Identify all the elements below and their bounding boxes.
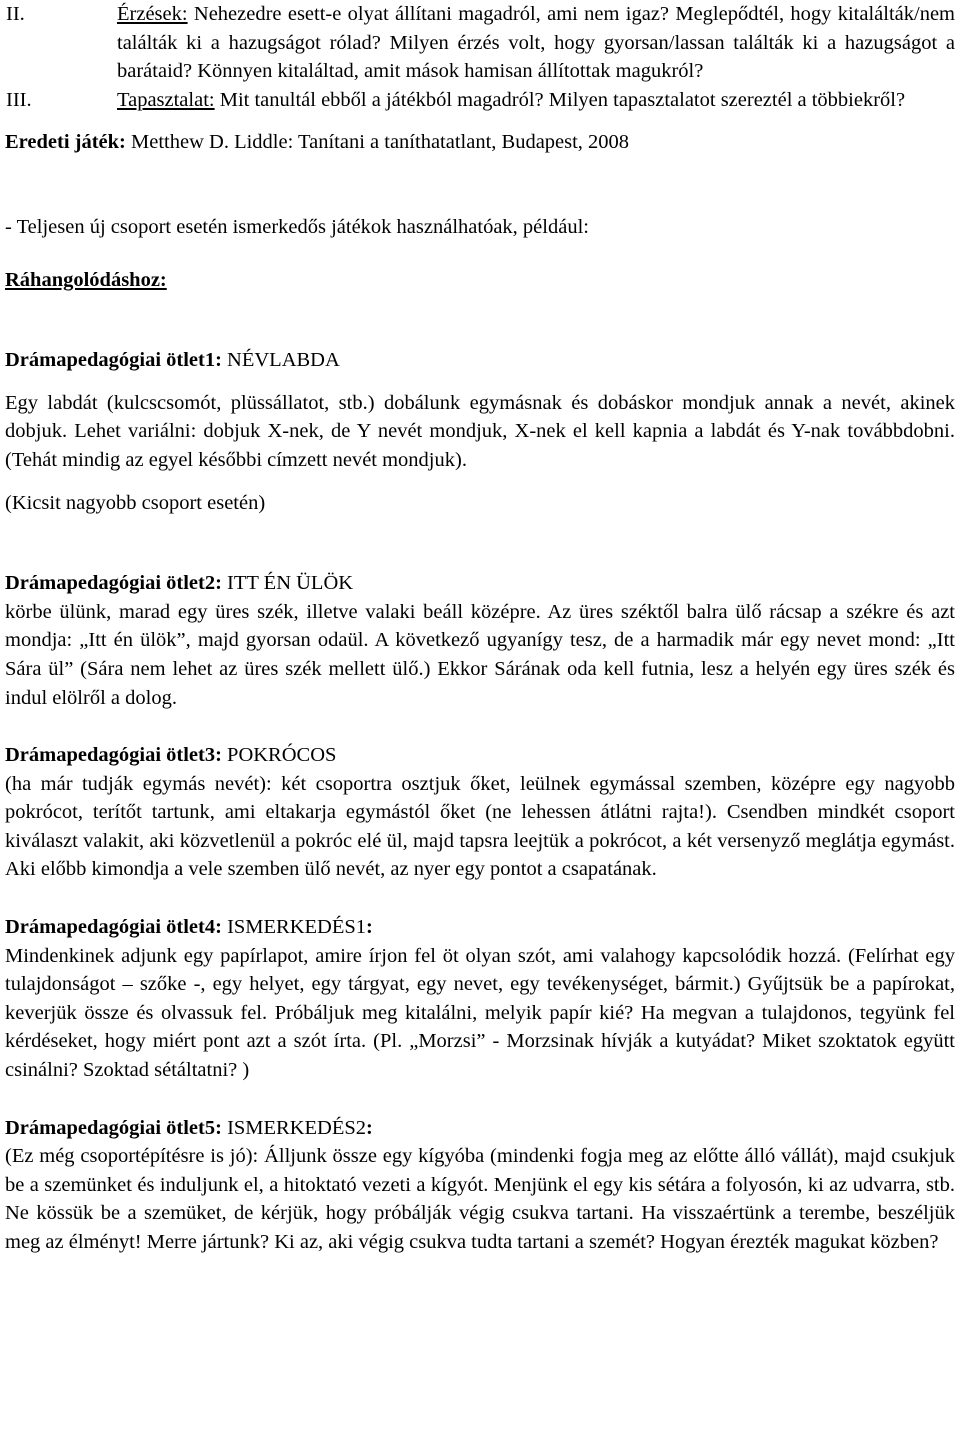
idea-title: ISMERKEDÉS1 — [227, 916, 367, 939]
idea-1-heading — [5, 346, 955, 375]
idea-title: POKRÓCOS — [227, 744, 337, 767]
list-number: II. — [6, 3, 25, 25]
idea-label: Drámapedagógiai ötlet5 — [5, 1116, 216, 1139]
idea-2-body: körbe ülünk, marad egy üres szék, illetve valaki beáll középre. Az üres széktől balra ülő rácsap a székre és azt mondja: „Itt én ülök”, majd gyorsan odaül. A következő ugyanígy tesz, de a harmadik már egy nevet mond: „Itt Sára ül” (Sára nem lehet az üres szék mellett ülő.) Ekkor Sárának oda kell futnia, lesz a helyén egy üres szék és indul elölről a dolog. — [5, 600, 955, 709]
source-label: Eredeti játék: — [5, 131, 126, 154]
idea-label: Drámapedagógiai ötlet3: — [5, 744, 222, 767]
idea-title: NÉVLABDA — [227, 349, 340, 372]
idea-3-body: (ha már tudják egymás nevét): két csoportra osztjuk őket, leülnek egymással szemben, középre egy nagyobb pokrócot, terítőt tartunk, ami eltakarja egymástól őket (ne lehessen átlátni rajta!). Csendben mindkét csoport kiválaszt valakit, aki közvetlenül a pokróc elé ül, majd tapsra leejtük a pokrócot, a két versenyző meglátja egymást. Aki előbb kimondja a vele szemben ülő nevét, az nyer egy pontot a csapatának. — [5, 772, 955, 881]
list-item-label: Érzések: — [117, 3, 188, 25]
list-item-text: Nehezedre esett-e olyat állítani magadról, ami nem igaz? Meglepődtél, hogy kitalálták/nem találták ki a hazugságot rólad? Milyen érzés volt, hogy gyorsan/lassan találták ki a hazugságot a barátaid? Könnyen kitaláltad, amit mások hamisan állítottak magukról? — [117, 3, 955, 83]
idea-1-body: Egy labdát (kulcscsomót, plüssállatot, stb.) dobálunk egymásnak és dobáskor mondjuk annak a nevét, akinek dobjuk. Lehet variálni: dobjuk X-nek, de Y nevét mondjuk, X-nek el kell kapnia a labdát és Y-nak továbbdobni. (Tehát mindig az egyel későbbi címzett nevét mondjuk). — [5, 391, 955, 471]
idea-label-colon: : — [215, 1116, 222, 1139]
idea-1-note: (Kicsit nagyobb csoport esetén) — [5, 491, 266, 514]
idea-label: Drámapedagógiai ötlet2: — [5, 572, 222, 595]
section-heading: Ráhangolódáshoz: — [5, 268, 167, 291]
idea-title: ISMERKEDÉS2 — [227, 1116, 367, 1139]
list-item-feelings — [5, 0, 955, 86]
idea-2-heading — [5, 569, 955, 598]
idea-title-colon: : — [366, 916, 373, 939]
list-number: III. — [6, 88, 32, 111]
idea-5-body: (Ez még csoportépítésre is jó): Álljunk össze egy kígyóba (mindenki fogja meg az előtte álló vállát), majd csukjuk be a szemünket és induljunk el, a hitoktató vezeti a kígyót. Menjünk el egy kis sétára a folyosón, ki az udvarra, stb. Ne kössük be a szemüket, de kérjük, hogy próbálják végig csukva tartani. Ha visszaértünk a terembe, beszéljük meg az élményt! Merre jártunk? Ki az, aki végig csukva tudta tartani a szemét? Hogyan érezték magukat közben? — [5, 1145, 955, 1253]
idea-3-heading — [5, 741, 955, 770]
idea-label: Drámapedagógiai ötlet1: — [5, 349, 222, 372]
list-item-text: Mit tanultál ebből a játékból magadról? Milyen tapasztalatot szereztél a többiekről? — [219, 88, 906, 111]
list-item-experience — [5, 86, 955, 115]
idea-title: ITT ÉN ÜLÖK — [227, 572, 354, 595]
idea-label-colon: : — [215, 916, 222, 939]
idea-title-colon: : — [366, 1116, 373, 1139]
list-item-label: Tapasztalat: — [117, 88, 215, 111]
idea-4-heading — [5, 913, 955, 942]
idea-5-heading — [5, 1114, 955, 1143]
source-citation — [5, 128, 955, 157]
intro-text: - Teljesen új csoport esetén ismerkedős játékok használhatóak, például: — [5, 215, 589, 238]
idea-4-body: Mindenkinek adjunk egy papírlapot, amire írjon fel öt olyan szót, ami valahogy kapcsolódik hozzá. (Felírhat egy tulajdonságot – szőke -, egy helyet, egy tárgyat, egy nevet, egy tevékenységet, bármit.) Gyűjtsük be a papírokat, keverjük össze és olvassuk fel. Próbáljuk meg kitalálni, melyik papír kié? Ha megvan a tulajdonos, tegyünk fel kérdéseket, hogy miért pont azt a szót írta. (Pl. „Morzsi” - Morzsinak hívják a kutyádat? Miket szoktatok együtt csinálni? Szoktad sétáltatni? ) — [5, 944, 955, 1082]
source-text: Metthew D. Liddle: Tanítani a taníthatatlant, Budapest, 2008 — [131, 131, 630, 154]
idea-label: Drámapedagógiai ötlet4 — [5, 916, 216, 939]
